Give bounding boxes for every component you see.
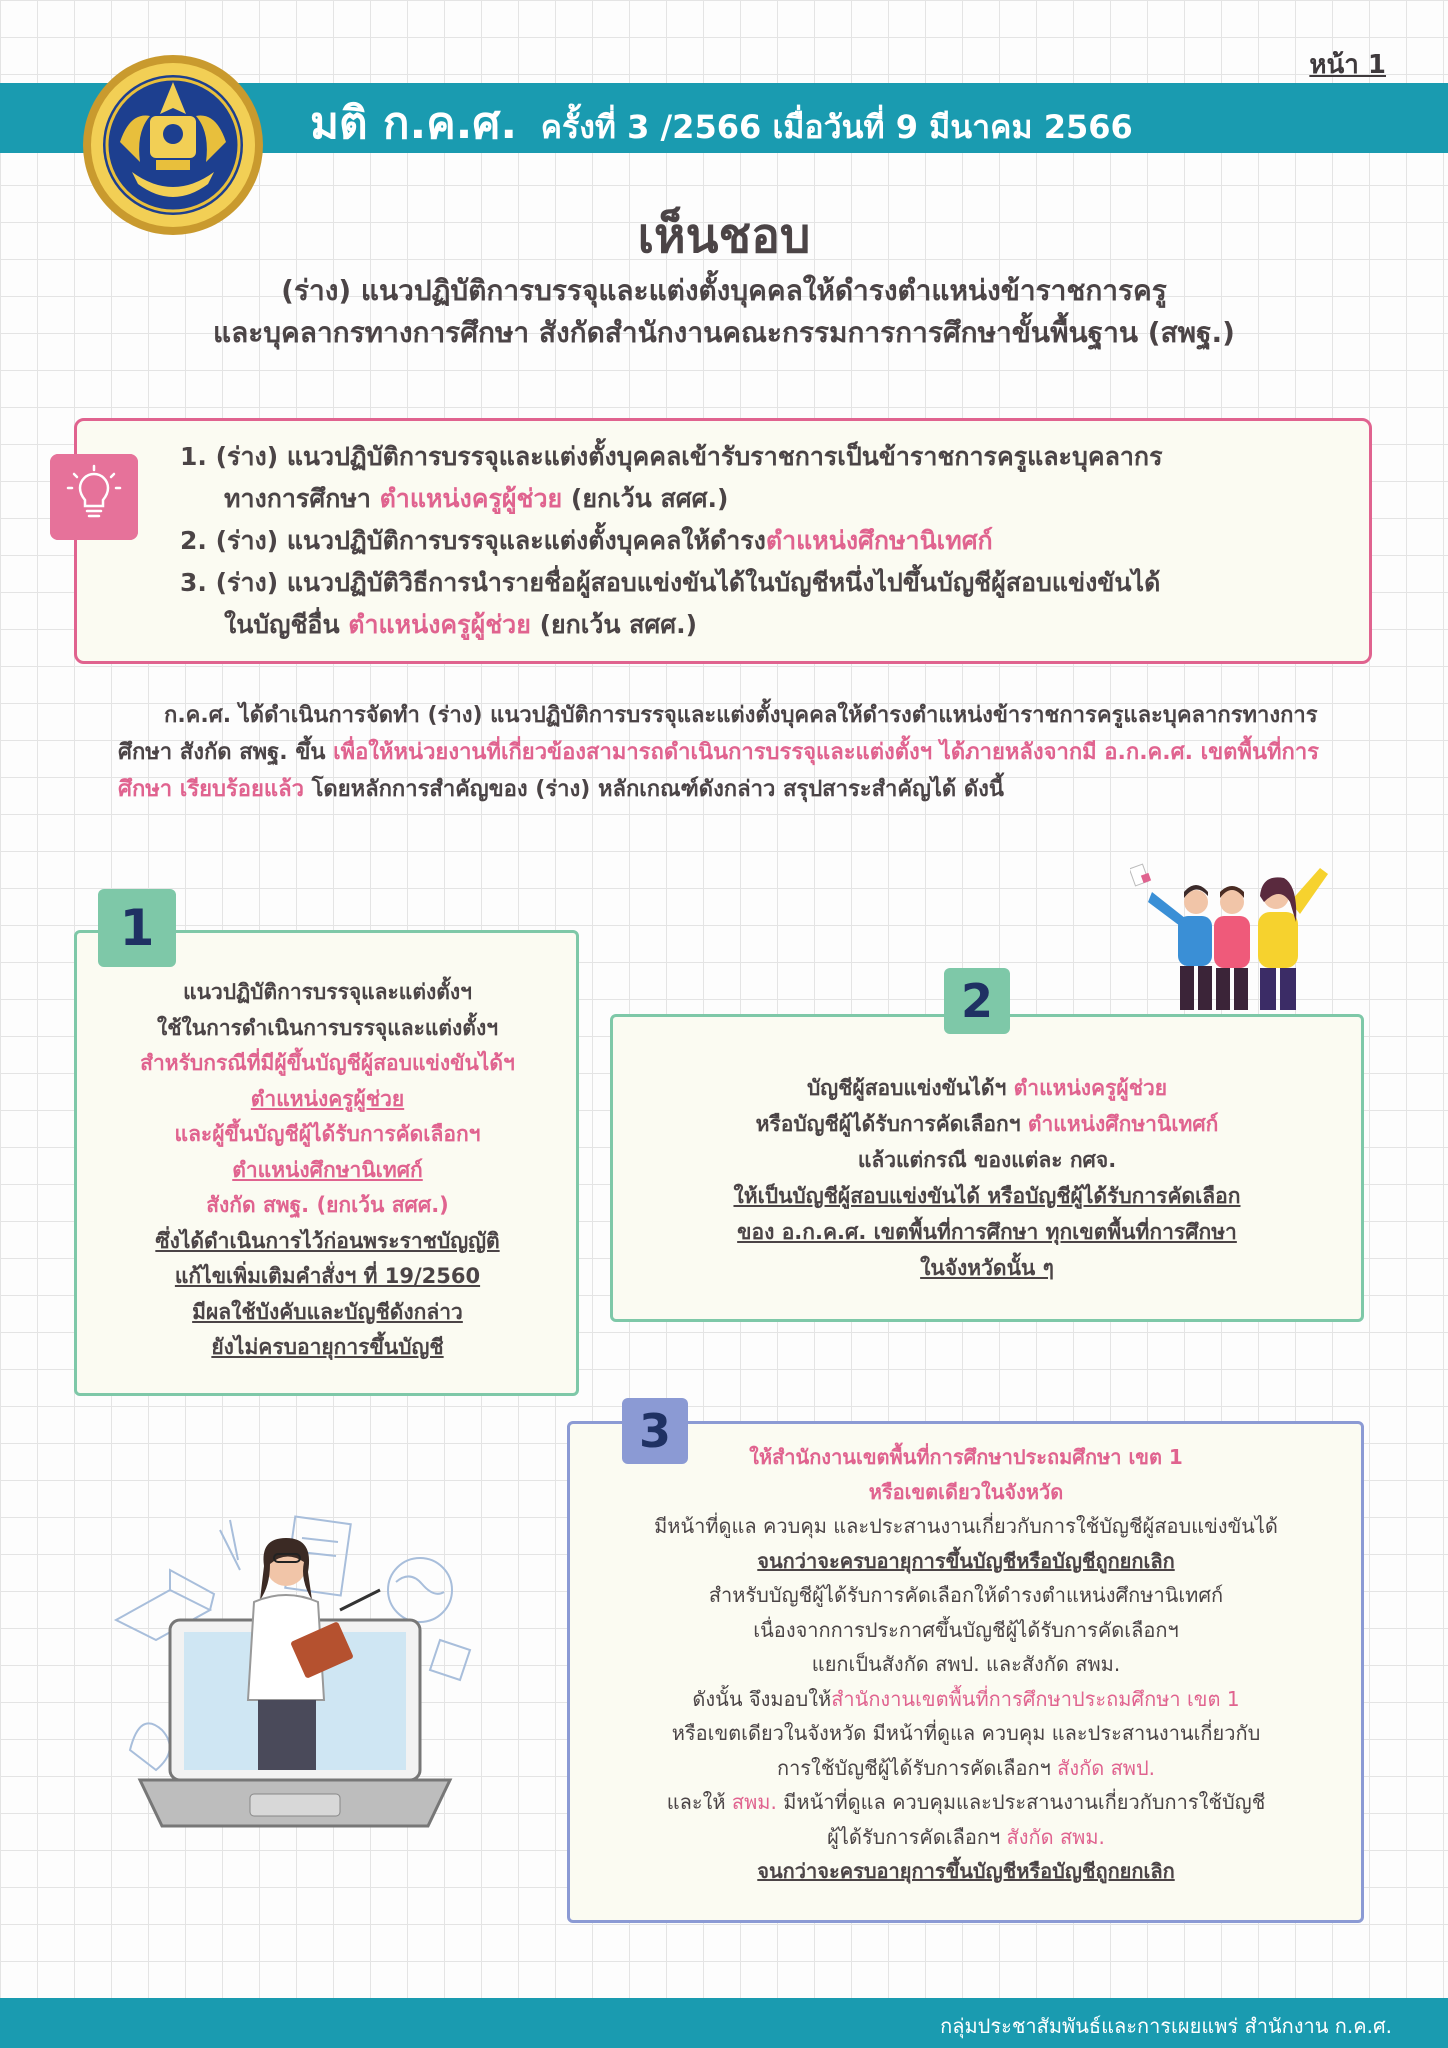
drafts-list: [180, 436, 1360, 646]
card-3-number: 3: [622, 1398, 688, 1464]
card-2-text: บัญชีผู้สอบแข่งขันได้ฯ ตำแหน่งครูผู้ช่วย หรือบัญชีผู้ได้รับการคัดเลือกฯ ตำแหน่งศึกษานิเทศก์ แล้วแต่กรณี ของแต่ละ กศจ. ให้เป็นบัญชีผู้สอบแข่งขันได้ หรือบัญชีผู้ได้รับการคัดเลือก ของ อ.ก.ค.ศ. เขตพื้นที่การศึกษา ทุกเขตพื้นที่การศึกษา ในจังหวัดนั้น ๆ: [733, 1076, 1241, 1280]
page-heading: เห็นชอบ: [637, 208, 811, 264]
page-subheading: [60, 270, 1388, 354]
draft-item-2: 2. (ร่าง) แนวปฏิบัติการบรรจุและแต่งตั้งบุคคลให้ดำรงตำแหน่งศึกษานิเทศก์: [180, 526, 993, 555]
people-cheering-illustration: [1130, 862, 1355, 1012]
draft-item-3: 3. (ร่าง) แนวปฏิบัติวิธีการนำรายชื่อผู้สอบแข่งขันได้ในบัญชีหนึ่งไปขึ้นบัญชีผู้สอบแข่งขันได้: [180, 568, 1161, 597]
card-2-number: 2: [944, 968, 1010, 1034]
card-1-number: 1: [98, 889, 176, 967]
card-1-text: แนวปฏิบัติการบรรจุและแต่งตั้งฯ ใช้ในการดำเนินการบรรจุและแต่งตั้งฯ สำหรับกรณีที่มีผู้ขึ้นบัญชีผู้สอบแข่งขันได้ฯ ตำแหน่งครูผู้ช่วย และผู้ขึ้นบัญชีผู้ได้รับการคัดเลือกฯ ตำแหน่งศึกษานิเทศก์ สังกัด สพฐ. (ยกเว้น สศศ.) ซึ่งได้ดำเนินการไว้ก่อนพระราชบัญญัติ แก้ไขเพิ่มเติมคำสั่งฯ ที่ 19/2560 มีผลใช้บังคับและบัญชีดังกล่าว ยังไม่ครบอายุการขึ้นบัญชี: [140, 980, 515, 1359]
teacher-laptop-illustration: [110, 1510, 480, 1830]
meeting-info: ครั้งที่ 3 /2566 เมื่อวันที่ 9 มีนาคม 2566: [540, 108, 1133, 146]
draft-item-1: 1. (ร่าง) แนวปฏิบัติการบรรจุและแต่งตั้งบุคคลเข้ารับราชการเป็นข้าราชการครูและบุคลากร: [180, 442, 1163, 471]
subheading-line-2: และบุคลากรทางการศึกษา สังกัดสำนักงานคณะกรรมการการศึกษาขั้นพื้นฐาน (สพฐ.): [213, 316, 1235, 349]
footer-text: กลุ่มประชาสัมพันธ์และการเผยแพร่ สำนักงาน ก.ค.ศ.: [940, 2014, 1392, 2038]
draft-item-1-cont: ทางการศึกษา ตำแหน่งครูผู้ช่วย (ยกเว้น สศศ.): [224, 484, 729, 513]
intro-paragraph: ก.ค.ศ. ได้ดำเนินการจัดทำ (ร่าง) แนวปฏิบัติการบรรจุและแต่งตั้งบุคคลให้ดำรงตำแหน่งข้าราชการครูและบุคลากรทางการศึกษา สังกัด สพฐ. ขึ้น เพื่อให้หน่วยงานที่เกี่ยวข้องสามารถดำเนินการบรรจุและแต่งตั้งฯ ได้ภายหลังจากมี อ.ก.ค.ศ. เขตพื้นที่การศึกษา เรียบร้อยแล้ว โดยหลักการสำคัญของ (ร่าง) หลักเกณฑ์ดังกล่าว สรุปสาระสำคัญได้ ดังนี้: [118, 703, 1319, 802]
page-number: หน้า 1: [1309, 50, 1386, 80]
subheading-line-1: (ร่าง) แนวปฏิบัติการบรรจุและแต่งตั้งบุคคลให้ดำรงตำแหน่งข้าราชการครู: [281, 274, 1167, 307]
header-title: [310, 88, 1133, 158]
lightbulb-icon: [50, 454, 138, 540]
resolution-title: มติ ก.ค.ศ.: [310, 98, 518, 149]
card-3-text: ให้สำนักงานเขตพื้นที่การศึกษาประถมศึกษา เขต 1 หรือเขตเดียวในจังหวัด มีหน้าที่ดูแล ควบคุม และประสานงานเกี่ยวกับการใช้บัญชีผู้สอบแข่งขันได้ จนกว่าจะครบอายุการขึ้นบัญชีหรือบัญชีถูกยกเลิก สำหรับบัญชีผู้ได้รับการคัดเลือกให้ดำรงตำแหน่งศึกษานิเทศก์ เนื่องจากการประกาศขึ้นบัญชีผู้ได้รับการคัดเลือกฯ แยกเป็นสังกัด สพป. และสังกัด สพม. ดังนั้น จึงมอบให้สำนักงานเขตพื้นที่การศึกษาประถมศึกษา เขต 1 หรือเขตเดียวในจังหวัด มีหน้าที่ดูแล ควบคุม และประสานงานเกี่ยวกับ การใช้บัญชีผู้ได้รับการคัดเลือกฯ สังกัด สพป. และให้ สพม. มีหน้าที่ดูแล ควบคุมและประสานงานเกี่ยวกับการใช้บัญชี ผู้ได้รับการคัดเลือกฯ สังกัด สพม. จนกว่าจะครบอายุการขึ้นบัญชีหรือบัญชีถูกยกเลิก: [654, 1445, 1278, 1883]
draft-item-3-cont: ในบัญชีอื่น ตำแหน่งครูผู้ช่วย (ยกเว้น สศศ.): [224, 610, 698, 639]
